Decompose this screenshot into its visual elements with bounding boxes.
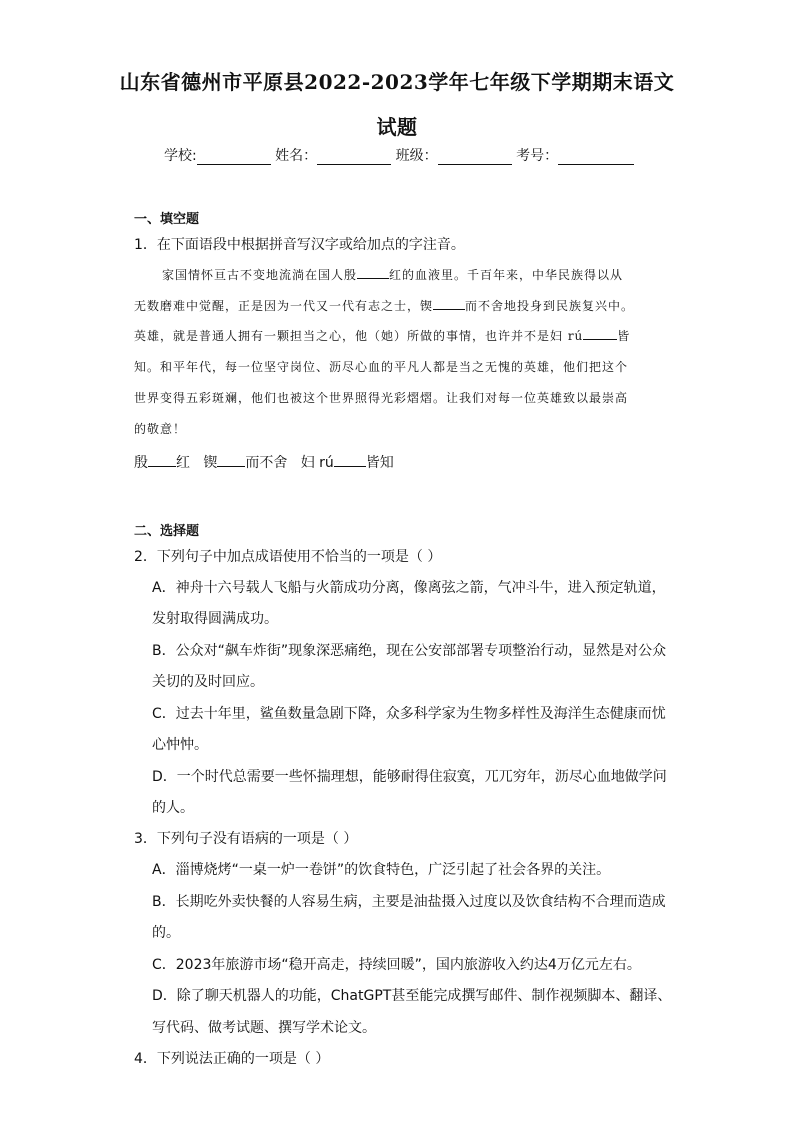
q1-passage-line2: 无数磨难中觉醒，正是因为一代又一代有志之士，锲 而不舍地投身到民族复兴中。: [134, 299, 635, 313]
q1-answer-row: 殷 红 锲 而不舍 妇 rú 皆知: [134, 455, 394, 471]
q3-stem: 3．下列句子没有语病的一项是（ ）: [134, 831, 358, 847]
q3-option-d[interactable]: D．除了聊天机器人的功能，ChatGPT甚至能完成撰写邮件、制作视频脚本、翻译、: [152, 988, 672, 1004]
q2-option-c-cont: 心忡忡。: [152, 737, 208, 753]
blank-ru[interactable]: [583, 327, 617, 340]
name-blank[interactable]: [317, 150, 391, 165]
school-label: 学校:: [164, 148, 197, 164]
q2-option-a[interactable]: A．神舟十六号载人飞船与火箭成功分离，像离弦之箭，气冲斗牛，进入预定轨道，: [152, 580, 666, 596]
school-blank[interactable]: [197, 150, 271, 165]
exam-no-blank[interactable]: [558, 150, 634, 165]
answer-blank-yin[interactable]: [148, 454, 176, 467]
q4-stem: 4．下列说法正确的一项是（ ）: [134, 1051, 330, 1067]
exam-no-label: 考号：: [516, 148, 559, 164]
q1-passage-line3: 英雄，就是普通人拥有一颗担当之心，他（她）所做的事情，也许并不是妇 rú 皆: [134, 329, 631, 343]
class-blank[interactable]: [438, 150, 512, 165]
q1-passage-line5: 世界变得五彩斑斓，他们也被这个世界照得光彩熠熠。让我们对每一位英雄致以最崇高: [134, 391, 629, 405]
section-heading-choice: 二、选择题: [134, 524, 200, 539]
q2-option-b-cont: 关切的及时回应。: [152, 674, 264, 690]
exam-title-line2: 试题: [376, 115, 418, 139]
q2-stem: 2．下列句子中加点成语使用不恰当的一项是（ ）: [134, 549, 442, 565]
exam-title-line1: 山东省德州市平原县2022-2023学年七年级下学期期末语文: [119, 70, 675, 94]
q1-passage-line1: 家国情怀亘古不变地流淌在国人殷 红的血液里。千百年来，中华民族得以从: [162, 268, 624, 282]
q3-option-d-cont: 写代码、做考试题、撰写学术论文。: [152, 1020, 376, 1036]
blank-yin[interactable]: [357, 266, 389, 279]
answer-blank-ru[interactable]: [334, 454, 366, 467]
q2-option-d[interactable]: D．一个时代总需要一些怀揣理想，能够耐得住寂寞，兀兀穷年，沥尽心血地做学问: [152, 769, 667, 785]
q2-option-a-cont: 发射取得圆满成功。: [152, 611, 278, 627]
q3-option-b-cont: 的。: [152, 925, 180, 941]
q3-option-c[interactable]: C．2023年旅游市场“稳开高走，持续回暖”，国内旅游收入约达4万亿元左右。: [152, 957, 641, 973]
blank-qie[interactable]: [433, 297, 465, 310]
answer-blank-qie[interactable]: [217, 454, 245, 467]
q2-option-c[interactable]: C．过去十年里，鲨鱼数量急剧下降，众多科学家为生物多样性及海洋生态健康而忧: [152, 706, 666, 722]
q2-option-d-cont: 的人。: [152, 800, 194, 816]
student-info-row: [164, 145, 634, 165]
class-label: 班级：: [395, 148, 438, 164]
section-heading-fill: 一、填空题: [134, 212, 200, 227]
q1-passage-line6: 的敬意！: [134, 422, 187, 436]
q3-option-a[interactable]: A．淄博烧烤“一桌一炉一卷饼”的饮食特色，广泛引起了社会各界的关注。: [152, 862, 611, 878]
q1-passage-line4: 知。和平年代，每一位坚守岗位、沥尽心血的平凡人都是当之无愧的英雄，他们把这个: [134, 360, 629, 374]
q3-option-b[interactable]: B．长期吃外卖快餐的人容易生病，主要是油盐摄入过度以及饮食结构不合理而造成: [152, 894, 666, 910]
q1-stem: 1．在下面语段中根据拼音写汉字或给加点的字注音。: [134, 237, 465, 253]
q2-option-b[interactable]: B．公众对“飙车炸街”现象深恶痛绝，现在公安部部署专项整治行动，显然是对公众: [152, 643, 667, 659]
name-label: 姓名：: [275, 148, 318, 164]
